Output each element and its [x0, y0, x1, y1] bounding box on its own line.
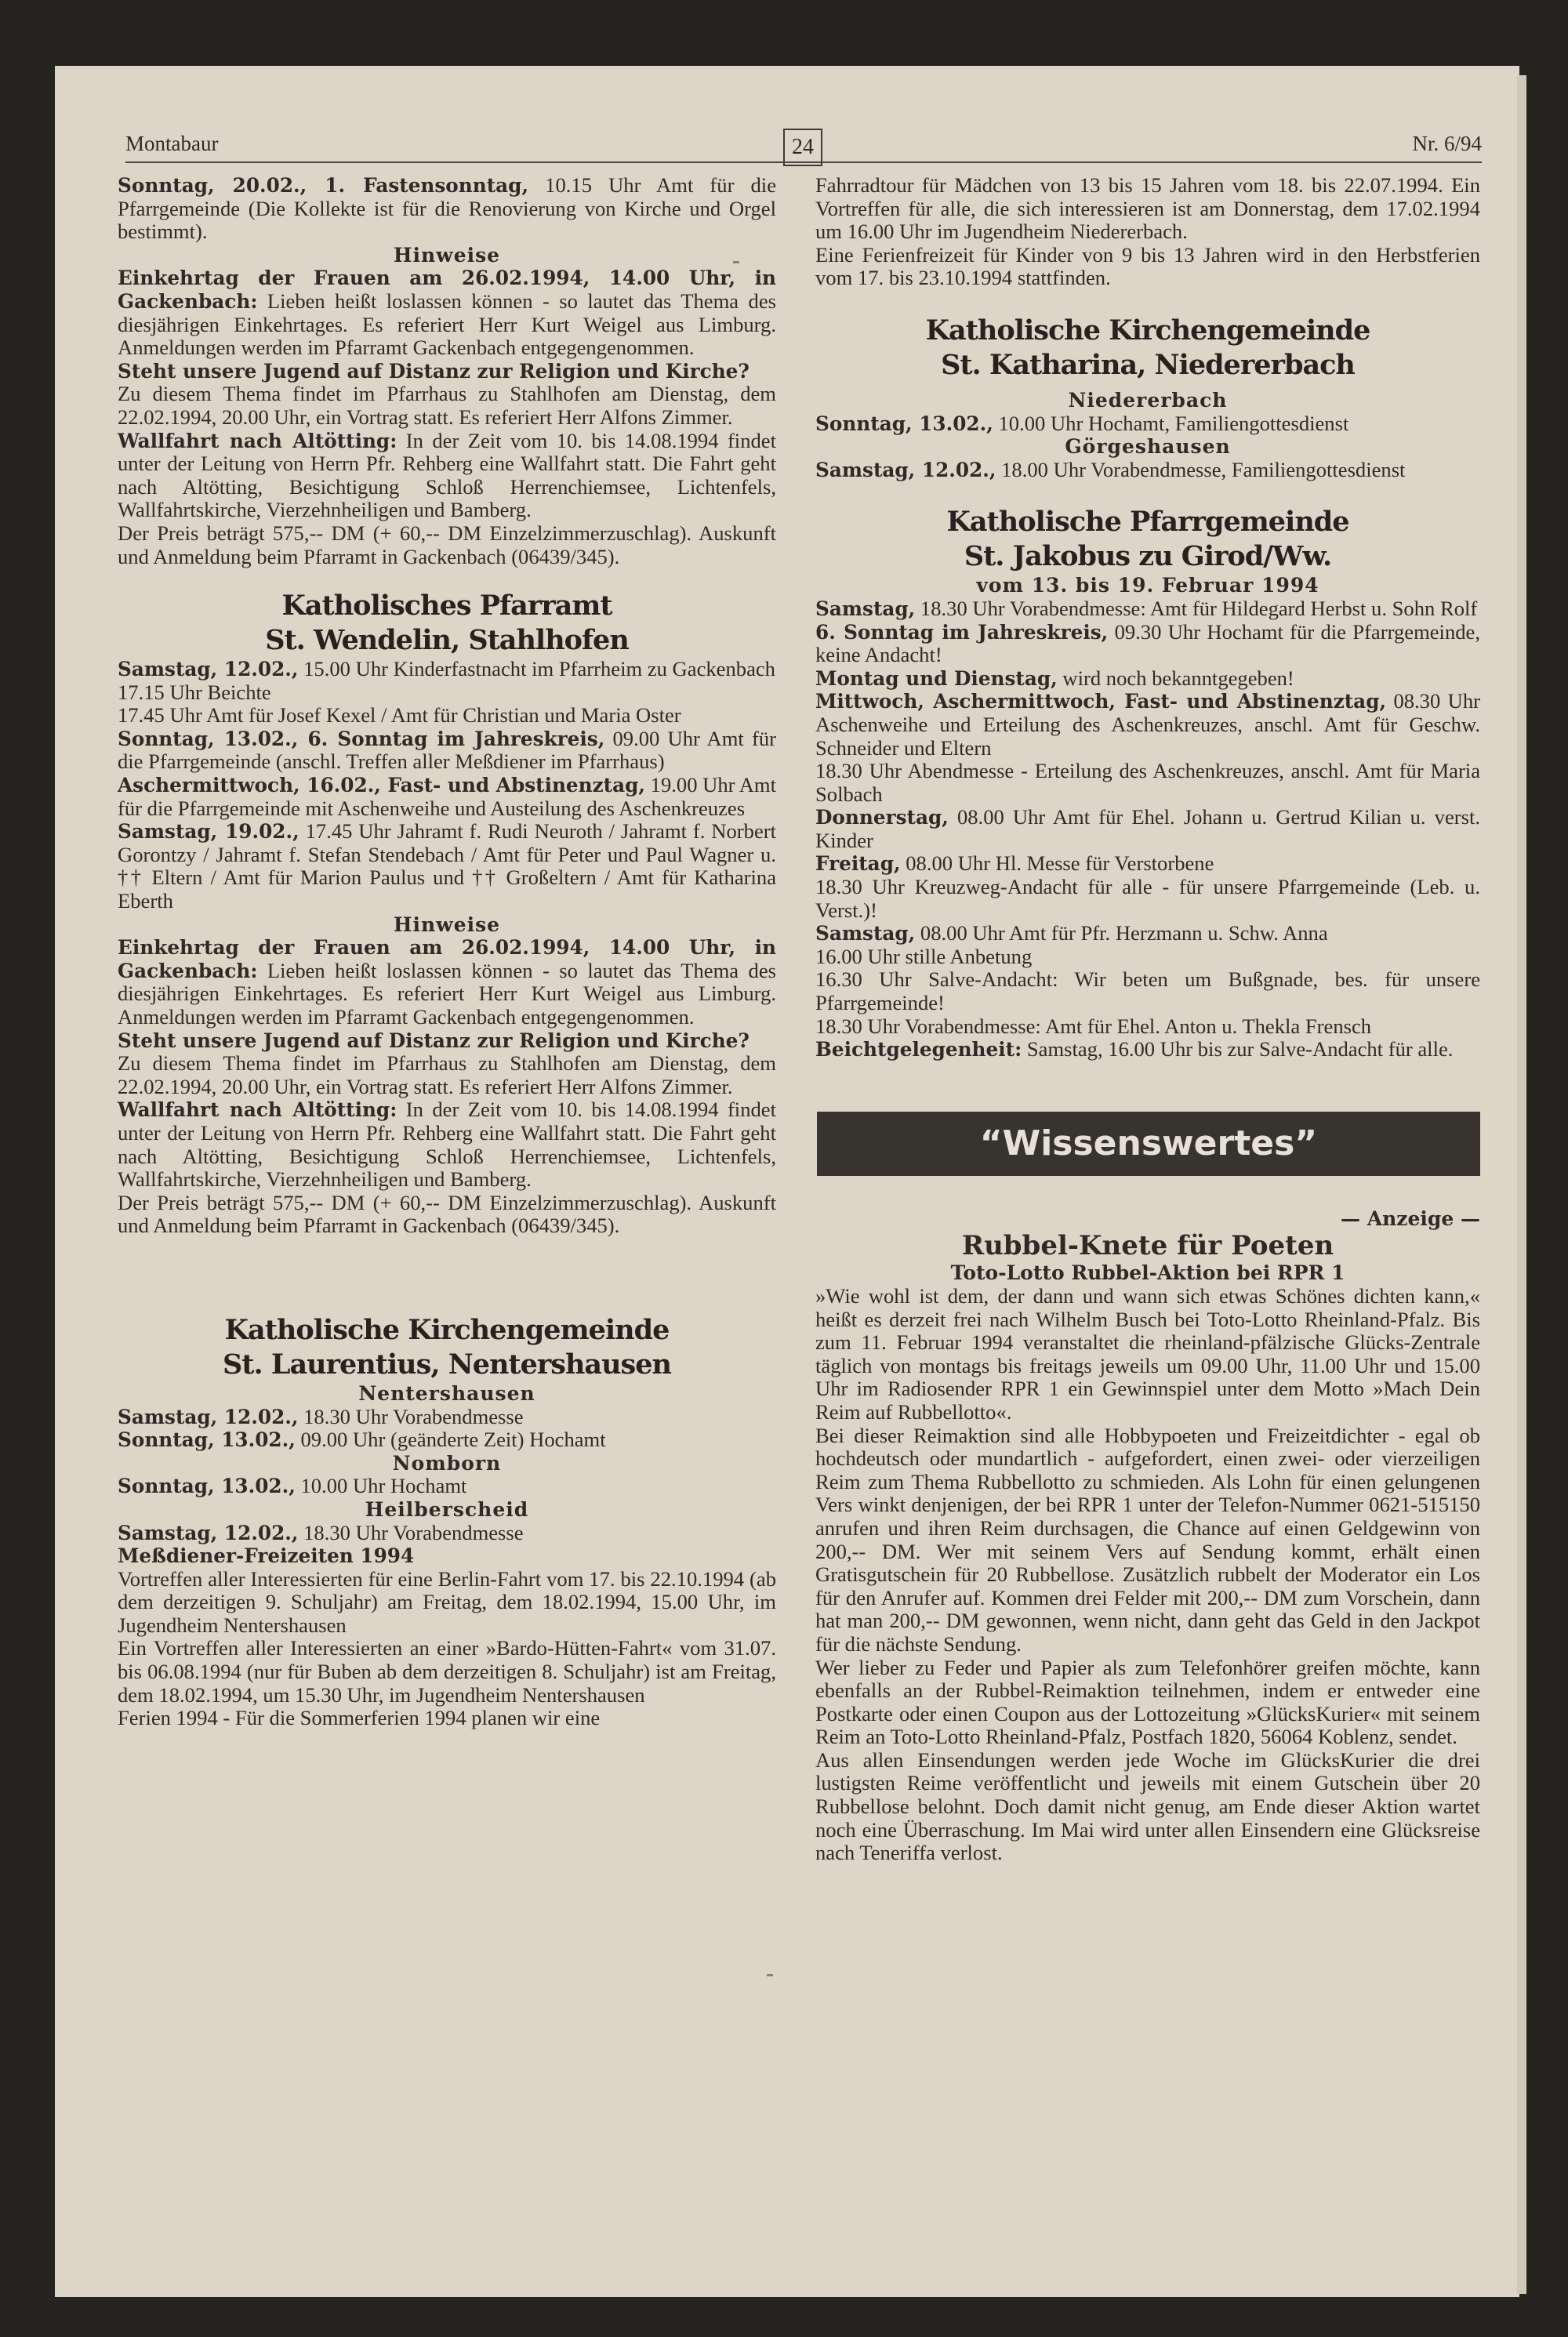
paragraph: Aschermittwoch, 16.02., Fast- und Abstinenztag, 19.00 Uhr Amt für die Pfarrgemeinde mit Aschenweihe und Austeilung des Aschenkreuzes [118, 773, 776, 820]
paragraph: Donnerstag, 08.00 Uhr Amt für Ehel. Johann u. Gertrud Kilian u. verst. Kinder [815, 805, 1480, 852]
paragraph: Samstag, 12.02., 18.30 Uhr Vorabendmesse [118, 1404, 524, 1428]
paragraph: Ein Vortreffen aller Interessierten an einer »Bardo-Hütten-Fahrt« vom 31.07. bis 06.08.1994 (nur für Buben ab dem derzeitigen 8. Schuljahr) ist am Freitag, dem 18.02.1994, um 15.30 Uhr, im Jugendheim Nentershausen [118, 1636, 776, 1707]
paragraph: Zu diesem Thema findet im Pfarrhaus zu Stahlhofen am Dienstag, dem 22.02.1994, 20.00 Uhr, ein Vortrag statt. Es referiert Herr Alfons Zimmer. [118, 1051, 776, 1098]
wissenswertes-banner: “Wissenswertes” [817, 1112, 1480, 1176]
ad-subtitle: Toto-Lotto Rubbel-Aktion bei RPR 1 [950, 1261, 1345, 1285]
header-rule [125, 161, 1482, 163]
spacer [118, 568, 776, 589]
paragraph: 16.00 Uhr stille Anbetung [815, 944, 1033, 968]
spacer [815, 481, 1480, 505]
section-heading [815, 314, 1480, 383]
paragraph: Sonntag, 13.02., 10.00 Uhr Hochamt, Familiengottesdienst [815, 411, 1349, 435]
paragraph: Mittwoch, Aschermittwoch, Fast- und Abstinenztag, 08.30 Uhr Aschenweihe und Erteilung des Aschenkreuzes, anschl. Amt für Geschw. Schneider und Eltern [815, 689, 1480, 760]
subheading: Hinweise [393, 913, 501, 936]
paragraph: Beichtgelegenheit: Samstag, 16.00 Uhr bis zur Salve-Andacht für alle. [815, 1037, 1454, 1061]
paragraph: Einkehrtag der Frauen am 26.02.1994, 14.00 Uhr, in Gackenbach: Lieben heißt loslassen können - so lautet das Thema des diesjährigen Einkehrtages. Es referiert Herr Kurt Weigel aus Limburg. Anmeldungen werden im Pfarramt Gackenbach entgegengenommen. [118, 936, 776, 1029]
section-heading-line: Katholische Pfarrgemeinde [946, 506, 1349, 539]
section-heading-line: St. Wendelin, Stahlhofen [265, 624, 629, 657]
header-location: Montabaur [125, 132, 219, 155]
paragraph: Samstag, 08.00 Uhr Amt für Pfr. Herzmann u. Schw. Anna [815, 921, 1328, 945]
paragraph: Der Preis beträgt 575,-- DM (+ 60,-- DM Einzelzimmerzuschlag). Auskunft und Anmeldung beim Pfarramt in Gackenbach (06439/345). [118, 521, 776, 568]
subheading: Hinweise [393, 243, 501, 267]
paragraph: Wallfahrt nach Altötting: In der Zeit vom 10. bis 14.08.1994 findet unter der Leitung von Herrn Pfr. Rehberg eine Wallfahrt statt. Die Fahrt geht nach Altötting, Besichtigung Schloß Herrenchiemsee, Lichtenfels, Wallfahrtskirche, Vierzehnheiligen und Bamberg. [118, 1098, 776, 1192]
section-heading [118, 589, 776, 658]
page-edge [1517, 75, 1526, 2294]
spacer [815, 383, 1480, 389]
paragraph: Samstag, 12.02., 18.00 Uhr Vorabendmesse, Familiengottesdienst [815, 457, 1406, 481]
spacer [118, 1238, 776, 1313]
header-issue: Nr. 6/94 [1412, 132, 1482, 155]
paragraph: Zu diesem Thema findet im Pfarrhaus zu Stahlhofen am Dienstag, dem 22.02.1994, 20.00 Uhr, ein Vortrag statt. Es referiert Herr Alfons Zimmer. [118, 382, 776, 429]
section-heading-line: St. Laurentius, Nentershausen [223, 1348, 671, 1381]
section-heading [118, 1313, 776, 1382]
paragraph: Einkehrtag der Frauen am 26.02.1994, 14.00 Uhr, in Gackenbach: Lieben heißt loslassen können - so lautet das Thema des diesjährigen Einkehrtages. Es referiert Herr Kurt Weigel aus Limburg. Anmeldungen werden im Pfarramt Gackenbach entgegengenommen. [118, 267, 776, 360]
paragraph: Samstag, 12.02., 18.30 Uhr Vorabendmesse [118, 1520, 524, 1544]
subheading: vom 13. bis 19. Februar 1994 [976, 574, 1319, 597]
section-heading-line: Katholische Kirchengemeinde [224, 1313, 670, 1346]
paragraph: Samstag, 18.30 Uhr Vorabendmesse: Amt für Hildegard Herbst u. Sohn Rolf [815, 596, 1478, 620]
spacer [815, 1061, 1480, 1112]
paragraph: Meßdiener-Freizeiten 1994 [118, 1544, 415, 1568]
section-heading-line: St. Katharina, Niedererbach [941, 348, 1355, 381]
paragraph: Sonntag, 13.02., 09.00 Uhr (geänderte Zeit) Hochamt [118, 1428, 606, 1452]
section-heading-line: Katholisches Pfarramt [281, 590, 612, 622]
section-heading [815, 505, 1480, 574]
paragraph: Freitag, 08.00 Uhr Hl. Messe für Verstorbene [815, 851, 1214, 876]
paragraph: 18.30 Uhr Kreuzweg-Andacht für alle - für unsere Pfarrgemeinde (Leb. u. Verst.)! [815, 875, 1480, 922]
paragraph: 17.45 Uhr Amt für Josef Kexel / Amt für Christian und Maria Oster [118, 703, 681, 728]
right-column [815, 174, 1480, 1865]
spacer [815, 290, 1480, 314]
paragraph: Bei dieser Reimaktion sind alle Hobbypoeten und Freizeitdichter - egal ob hochdeutsch oder mundartlich - aufgefordert, einen zwei- oder vierzeiligen Reim zum Thema Rubbellotto zu schmieden. Als Lohn für einen gelungenen Vers winkt denjenigen, der bei RPR 1 unter der Telefon-Nummer 0621-515150 anrufen und ihren Reim durchsagen, die Chance auf einen Geldgewinn von 200,-- DM. Wer mit seinem Vers auf Sendung kommt, erhält einen Gratisgutschein für 20 Rubbellose. Zusätzlich rubbelt der Moderator ein Los für den Anrufer auf. Kommen drei Felder mit 200,-- DM zum Vorschein, dann hat man 200,-- DM gewonnen, wenn nicht, dann geht das Geld in den Jackpot für die nächste Sendung. [815, 1423, 1480, 1656]
paragraph: Eine Ferienfreizeit für Kinder von 9 bis 13 Jahren wird in den Herbstferien vom 17. bis 23.10.1994 stattfinden. [815, 242, 1480, 290]
paragraph: Fahrradtour für Mädchen von 13 bis 15 Jahren vom 18. bis 22.07.1994. Ein Vortreffen für alle, die sich interessieren ist am Donnerstag, dem 17.02.1994 um 16.00 Uhr im Jugendheim Niedererbach. [815, 173, 1480, 244]
paragraph: Aus allen Einsendungen werden jede Woche im GlücksKurier die drei lustigsten Reime veröffentlicht und jeweils mit einem Gutschein über 20 Rubbellose belohnt. Doch damit nicht genug, am Ende dieser Aktion wartet noch eine Überraschung. Im Mai wird unter allen Einsendern eine Glücksreise nach Teneriffa verlost. [815, 1747, 1480, 1865]
paragraph: 6. Sonntag im Jahreskreis, 09.30 Uhr Hochamt für die Pfarrgemeinde, keine Andacht! [815, 619, 1480, 667]
paragraph: Samstag, 19.02., 17.45 Uhr Jahramt f. Rudi Neuroth / Jahramt f. Norbert Gorontzy / Jahramt f. Stefan Stendebach / Amt für Peter und Paul Wagner u. †† Eltern / Amt für Marion Paulus und †† Großeltern / Amt für Katharina Eberth [118, 819, 777, 913]
paragraph: Sonntag, 13.02., 6. Sonntag im Jahreskreis, 09.00 Uhr Amt für die Pfarrgemeinde (anschl. Treffen aller Meßdiener im Pfarrhaus) [118, 726, 776, 774]
subheading: Nomborn [392, 1451, 502, 1475]
paragraph: Vortreffen aller Interessierten für eine Berlin-Fahrt vom 17. bis 22.10.1994 (ab dem derzeitigen 9. Schuljahr) am Freitag, dem 18.02.1994, 15.00 Uhr, im Jugendheim Nentershausen [118, 1566, 776, 1637]
paragraph: 18.30 Uhr Vorabendmesse: Amt für Ehel. Anton u. Thekla Frensch [815, 1014, 1372, 1038]
left-column [118, 174, 776, 1730]
print-speck [767, 1974, 773, 1976]
subheading: Görgeshausen [1065, 435, 1231, 459]
section-heading-line: St. Jakobus zu Girod/Ww. [964, 540, 1332, 573]
subheading: Nentershausen [358, 1381, 535, 1405]
paragraph: 16.30 Uhr Salve-Andacht: Wir beten um Bußgnade, bes. für unsere Pfarrgemeinde! [815, 967, 1480, 1015]
paragraph: Ferien 1994 - Für die Sommerferien 1994 planen wir eine [118, 1706, 601, 1730]
paragraph: Sonntag, 13.02., 10.00 Uhr Hochamt [118, 1474, 467, 1498]
paragraph: 18.30 Uhr Abendmesse - Erteilung des Aschenkreuzes, anschl. Amt für Maria Solbach [815, 759, 1480, 806]
print-speck [733, 261, 739, 263]
page-number: 24 [783, 129, 822, 166]
spacer [815, 1176, 1480, 1207]
paragraph: Steht unsere Jugend auf Distanz zur Religion und Kirche? [118, 1029, 750, 1052]
subheading: Heilberscheid [365, 1497, 529, 1521]
subheading: Niedererbach [1068, 388, 1228, 412]
paragraph: Wer lieber zu Feder und Papier als zum Telefonhörer greifen möchte, kann ebenfalls an der Rubbel-Reimaktion teilnehmen, indem er entweder eine Postkarte oder einen Coupon aus der Lottozeitung »GlücksKurier« mit seinem Reim an Toto-Lotto Rheinland-Pfalz, Postfach 1820, 56064 Koblenz, sendet. [815, 1655, 1480, 1749]
ad-title: Rubbel-Knete für Poeten [961, 1230, 1334, 1262]
paragraph: Der Preis beträgt 575,-- DM (+ 60,-- DM Einzelzimmerzuschlag). Auskunft und Anmeldung beim Pfarramt in Gackenbach (06439/345). [118, 1190, 776, 1238]
paragraph: Samstag, 12.02., 15.00 Uhr Kinderfastnacht im Pfarrheim zu Gackenbach [118, 657, 775, 681]
paragraph: Wallfahrt nach Altötting: In der Zeit vom 10. bis 14.08.1994 findet unter der Leitung von Herrn Pfr. Rehberg eine Wallfahrt statt. Die Fahrt geht nach Altötting, Besichtigung Schloß Herrenchiemsee, Lichtenfels, Wallfahrtskirche, Vierzehnheiligen und Bamberg. [118, 428, 776, 522]
paragraph: 17.15 Uhr Beichte [118, 680, 271, 704]
ad-label: — Anzeige — [1341, 1207, 1480, 1230]
paragraph: Steht unsere Jugend auf Distanz zur Religion und Kirche? [118, 359, 750, 383]
section-heading-line: Katholische Kirchengemeinde [925, 314, 1370, 347]
paragraph: Montag und Dienstag, wird noch bekanntgegeben! [815, 666, 1294, 690]
paragraph: Sonntag, 20.02., 1. Fastensonntag, 10.15 Uhr Amt für die Pfarrgemeinde (Die Kollekte ist für die Renovierung von Kirche und Orgel bestimmt). [118, 173, 777, 244]
paragraph: »Wie wohl ist dem, der dann und wann sich etwas Schönes dichten kann,« heißt es derzeit frei nach Wilhelm Busch bei Toto-Lotto Rheinland-Pfalz. Bis zum 11. Februar 1994 veranstaltet die rheinland-pfälzische Glücks-Zentrale täglich von montags bis freitags jeweils um 09.00 Uhr, 11.00 Uhr und 15.00 Uhr im Radiosender RPR 1 ein Gewinnspiel unter dem Motto »Mach Dein Reim auf Rubbellotto«. [815, 1284, 1480, 1424]
